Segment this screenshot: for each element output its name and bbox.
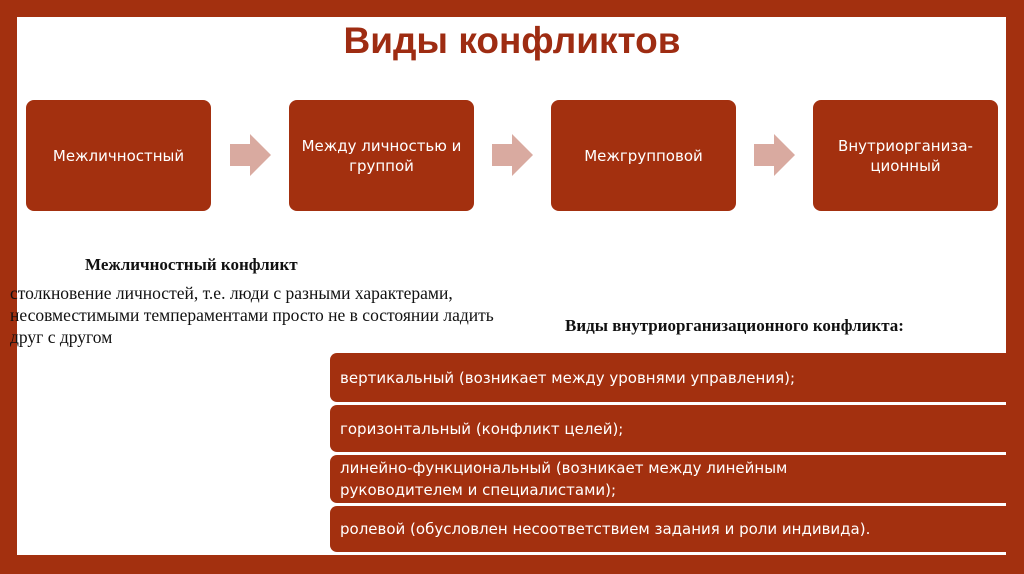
slide-title: Виды конфликтов xyxy=(343,20,681,61)
interpersonal-description: столкновение личностей, т.е. люди с разными характерами, несовместимыми темпераментами просто не в состоянии ладить друг с другом xyxy=(10,283,494,347)
intraorg-item: вертикальный (возникает между уровнями управления); xyxy=(330,353,1024,402)
flow-box-person-group: Между личностью и группой xyxy=(289,100,474,211)
intraorg-heading: Виды внутриорганизационного конфликта: xyxy=(565,316,904,335)
arrow-right-icon xyxy=(754,134,795,176)
flow-box-intergroup: Межгрупповой xyxy=(551,100,736,211)
arrow-right-icon xyxy=(492,134,533,176)
interpersonal-heading: Межличностный конфликт xyxy=(85,255,298,274)
intraorg-item: линейно-функциональный (возникает между линейным руководителем и специалистами); xyxy=(330,455,1024,503)
intraorg-item: ролевой (обусловлен несоответствием задания и роли индивида). xyxy=(330,506,1024,552)
intraorg-item: горизонтальный (конфликт целей); xyxy=(330,405,1024,452)
flow-box-intraorganizational: Внутриорганиза-ционный xyxy=(813,100,998,211)
arrow-right-icon xyxy=(230,134,271,176)
flow-box-interpersonal: Межличностный xyxy=(26,100,211,211)
